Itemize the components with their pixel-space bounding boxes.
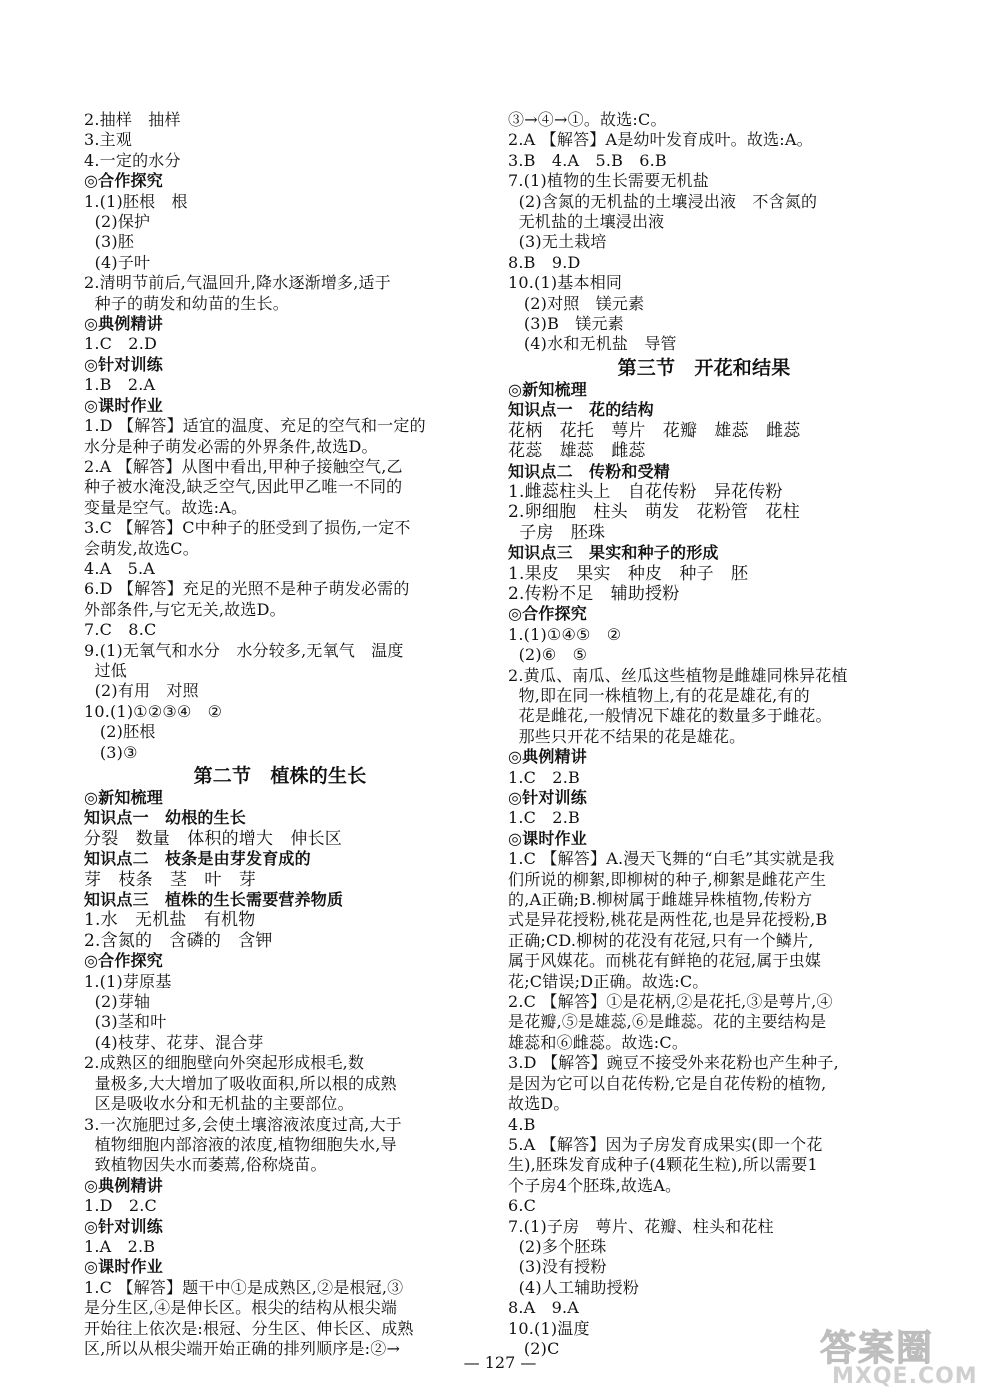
section-heading: 知识点二 枝条是由芽发育成的 [84,849,311,869]
answer-line: 9.(1)无氧气和水分 水分较多,无氧气 温度 [84,640,404,660]
section-heading: ◎合作探究 [508,604,587,624]
section-heading: ◎针对训练 [508,788,587,807]
answer-line: 1.(1)胚根 根 [84,191,188,211]
answer-line: 2.卵细胞 柱头 萌发 花粉管 花柱 [508,502,800,523]
answer-line: 1.D 【解答】适宜的温度、充足的空气和一定的 [84,416,426,436]
answer-line: 2.A 【解答】从图中看出,甲种子接触空气,乙 [84,456,403,476]
answer-line: 物,即在同一株植物上,有的花是雄花,有的 [508,685,810,705]
answer-line: 区,所以从根尖端开始正确的排列顺序是:②→ [84,1338,401,1358]
answer-line: 3.一次施肥过多,会使土壤溶液浓度过高,大于 [84,1114,402,1134]
answer-line: 1.C 2.B [508,767,580,787]
answer-line: 1.(1)①④⑤ ② [508,624,622,644]
answer-line: (2)保护 [84,212,151,232]
answer-line: 植物细胞内部溶液的浓度,植物细胞失水,导 [84,1134,397,1154]
answer-line: 种子被水淹没,缺乏空气,因此甲乙唯一不同的 [84,477,403,497]
answer-line: 4.一定的水分 [84,150,181,170]
answer-line: 过低 [84,660,127,680]
answer-line: 2.清明节前后,气温回升,降水逐渐增多,适于 [84,273,391,293]
answer-line: 种子的萌发和幼苗的生长。 [84,293,289,313]
answer-line: 是花瓣,⑤是雄蕊,⑥是雌蕊。花的主要结构是 [508,1012,827,1032]
answer-line: (4)人工辅助授粉 [508,1277,640,1297]
answer-line: 花是雌花,一般情况下雄花的数量多于雌花。 [508,706,832,726]
answer-line: 个子房4个胚珠,故选A。 [508,1175,682,1195]
answer-line: (2)C [508,1338,560,1358]
answer-line: (2)含氮的无机盐的土壤浸出液 不含氮的 [508,191,818,211]
answer-line: 分裂 数量 体积的增大 伸长区 [84,828,342,849]
answer-line: 2.C 【解答】①是花柄,②是花托,③是萼片,④ [508,992,833,1012]
answer-line: 4.B [508,1114,536,1134]
watermark-top-text: 答案圈 [820,1328,935,1369]
answer-line: 3.D 【解答】豌豆不接受外来花粉也产生种子, [508,1053,839,1073]
answer-line: 花;C错误;D正确。故选:C。 [508,971,709,991]
answer-line: (2)对照 镁元素 [508,293,645,313]
answer-line: (3)胚 [84,232,135,252]
answer-line: 1.C 【解答】题干中①是成熟区,②是根冠,③ [84,1277,404,1297]
answer-line: (2)⑥ ⑤ [508,645,588,665]
answer-line: 水分是种子萌发必需的外界条件,故选D。 [84,436,378,456]
answer-line: 3.主观 [84,130,133,150]
answer-line: 7.C 8.C [84,620,157,640]
answer-line: 1.雌蕊柱头上 自花传粉 异花传粉 [508,481,783,502]
answer-line: (2)胚根 [84,722,156,742]
answer-line: 量极多,大大增加了吸收面积,所以根的成熟 [84,1073,397,1093]
answer-line: 外部条件,与它无关,故选D。 [84,599,286,619]
answer-line: (2)多个胚珠 [508,1236,607,1256]
answer-line: 是因为它可以自花传粉,它是自花传粉的植物, [508,1073,827,1093]
answer-line: 1.C 2.D [84,334,158,354]
answer-line: (4)子叶 [84,252,151,272]
section-heading: ◎典例精讲 [84,314,163,334]
answer-line: 正确;CD.柳树的花没有花冠,只有一个鳞片, [508,930,814,950]
answer-line: 花蕊 雄蕊 雌蕊 [508,441,646,462]
answer-line: 4.A 5.A [84,558,156,578]
answer-line: 们所说的柳絮,即柳树的种子,柳絮是雌花产生 [508,869,827,889]
section-heading: ◎针对训练 [84,1216,163,1236]
answer-line: 1.(1)芽原基 [84,971,172,991]
section-heading: ◎新知梳理 [84,788,163,807]
section-heading: 知识点二 传粉和受精 [508,461,671,481]
section-heading: ◎合作探究 [84,951,163,971]
answer-line: 属于风媒花。而桃花有鲜艳的花冠,属于虫媒 [508,951,822,971]
answer-line: 1.水 无机盐 有机物 [84,910,256,931]
section-heading: ◎典例精讲 [84,1175,163,1195]
section-heading: ◎典例精讲 [508,747,587,767]
answer-line: 2.A 【解答】A是幼叶发育成叶。故选:A。 [508,130,813,150]
left-column [84,110,476,1359]
section-heading: ◎新知梳理 [508,379,587,399]
answer-line: 致植物因失水而萎蔫,俗称烧苗。 [84,1155,327,1175]
answer-line: (3)没有授粉 [508,1257,607,1277]
section-heading: 知识点三 植株的生长需要营养物质 [84,890,344,910]
answer-line: 5.A 【解答】因为子房发育成果实(即一个花 [508,1134,823,1154]
answer-line: (3)③ [84,742,138,762]
answer-line: 2.黄瓜、南瓜、丝瓜这些植物是雌雄同株异花植 [508,665,848,685]
answer-line: (2)有用 对照 [84,681,199,701]
answer-line: 2.传粉不足 辅助授粉 [508,583,680,604]
answer-line: (4)枝芽、花芽、混合芽 [84,1032,264,1052]
answer-line: 3.B 4.A 5.B 6.B [508,150,667,170]
answer-line: 1.C 2.B [508,808,580,828]
answer-line: 10.(1)①②③④ ② [84,701,223,721]
section-heading: ◎合作探究 [84,171,163,191]
answer-line: 是分生区,④是伸长区。根尖的结构从根尖端 [84,1298,398,1318]
answer-line: 6.C [508,1196,537,1216]
answer-line: 生),胚珠发育成种子(4颗花生粒),所以需要1 [508,1155,818,1175]
answer-line: 芽 枝条 茎 叶 芽 [84,869,256,890]
answer-line: 1.果皮 果实 种皮 种子 胚 [508,563,749,584]
answer-line: 6.D 【解答】充足的光照不是种子萌发必需的 [84,579,410,599]
right-column [508,110,900,1359]
answer-line: 花柄 花托 萼片 花瓣 雄蕊 雌蕊 [508,420,801,441]
answer-line: 10.(1)温度 [508,1318,590,1338]
section-title: 第三节 开花和结果 [617,356,791,379]
answer-line: 2.含氮的 含磷的 含钾 [84,930,273,951]
answer-line: 区是吸收水分和无机盐的主要部位。 [84,1094,354,1114]
answer-line: 3.C 【解答】C中种子的胚受到了损伤,一定不 [84,518,411,538]
section-heading: ◎课时作业 [508,828,587,848]
answer-line: 无机盐的土壤浸出液 [508,212,665,232]
section-heading: 知识点一 幼根的生长 [84,808,247,828]
answer-line: 2.成熟区的细胞壁向外突起形成根毛,数 [84,1053,365,1073]
answer-line: 10.(1)基本相同 [508,273,623,293]
answer-line: 8.B 9.D [508,252,581,272]
answer-line: (3)B 镁元素 [508,314,624,334]
answer-line: (2)芽轴 [84,992,151,1012]
answer-line: 变量是空气。故选:A。 [84,497,248,517]
watermark-logo [820,1320,995,1395]
answer-line: 开始往上依次是:根冠、分生区、伸长区、成熟 [84,1318,414,1338]
answer-line: (3)无土栽培 [508,232,607,252]
answer-line: 1.A 2.B [84,1236,156,1256]
section-heading: 知识点一 花的结构 [508,400,654,420]
answer-line: (4)水和无机盐 导管 [508,334,677,354]
answer-line: 8.A 9.A [508,1298,580,1318]
section-title: 第二节 植株的生长 [193,765,367,787]
answer-line: 7.(1)植物的生长需要无机盐 [508,171,709,191]
answer-line: 那些只开花不结果的花是雄花。 [508,726,746,746]
answer-line: 2.抽样 抽样 [84,110,181,129]
watermark-bottom-text: MXQE.COM [832,1364,978,1389]
answer-line: 式是异花授粉,桃花是两性花,也是异花授粉,B [508,910,828,930]
answer-line: 的,A正确;B.柳树属于雌雄异株植物,传粉方 [508,890,813,910]
section-heading: 知识点三 果实和种子的形成 [508,543,719,563]
answer-line: ③→④→①。故选:C。 [508,110,667,129]
page-number: — 127 — [463,1353,537,1372]
answer-line: (3)茎和叶 [84,1012,167,1032]
answer-line: 1.C 【解答】A.漫天飞舞的“白毛”其实就是我 [508,849,835,869]
answer-line: 会萌发,故选C。 [84,538,199,558]
answer-line: 子房 胚珠 [508,522,606,543]
answer-line: 1.D 2.C [84,1196,158,1216]
answer-line: 故选D。 [508,1094,570,1114]
section-heading: ◎课时作业 [84,395,163,415]
section-heading: ◎针对训练 [84,354,163,374]
answer-line: 1.B 2.A [84,375,156,395]
answer-line: 7.(1)子房 萼片、花瓣、柱头和花柱 [508,1216,774,1236]
section-heading: ◎课时作业 [84,1257,163,1277]
answer-line: 雄蕊和⑥雌蕊。故选:C。 [508,1032,689,1052]
